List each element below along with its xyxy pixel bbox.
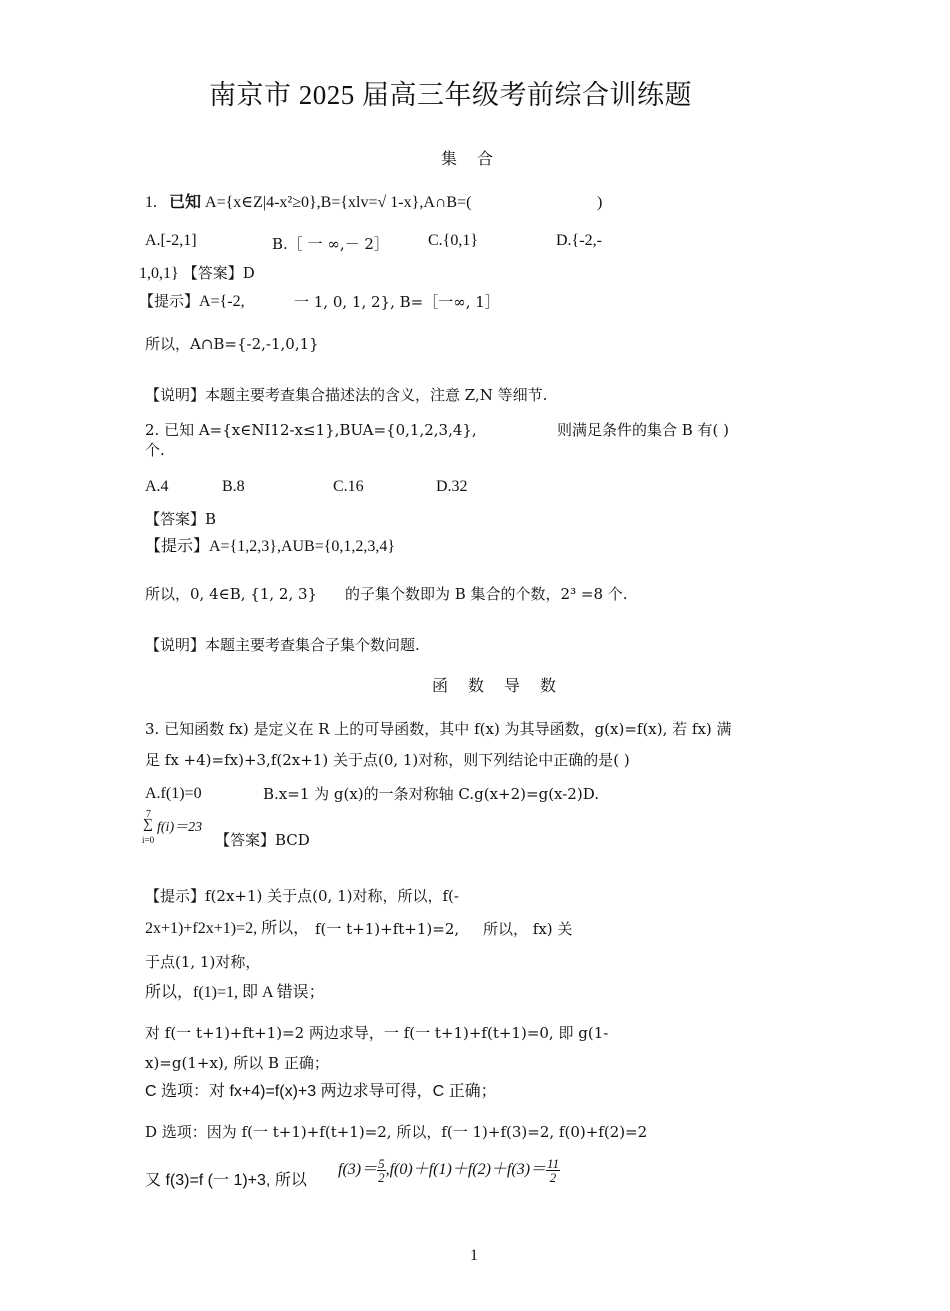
- q2-option-d: D.32: [436, 478, 468, 495]
- q1-answer: 【答案】D: [182, 264, 255, 282]
- q3-hint-line1: 【提示】f(2x+1) 关于点(0, 1)对称，所以，f(-: [145, 887, 459, 905]
- q3-hint-line6: x)=g(1+x), 所以 B 正确；: [145, 1054, 329, 1072]
- q3-hint-line2c: 所以， fx) 关: [483, 920, 573, 938]
- sum-lower-limit: i=0: [142, 835, 155, 845]
- q1-option-a: A.[-2,1]: [145, 232, 197, 249]
- q1-hint-b: 一 1, 0, 1, 2}, B=［一∞, 1］: [294, 293, 500, 311]
- q2-stem-b: 则满足条件的集合 B 有( ): [557, 421, 730, 439]
- q3-hint-line5: 对 f(一 t+1)+ft+1)=2 两边求导，一 f(一 t+1)+f(t+1)=0, 即 g(1-: [145, 1024, 609, 1042]
- q1-stem: [145, 193, 471, 213]
- q1-option-d: D.{-2,-: [556, 232, 602, 249]
- q3-hint-line4: 所以，f(1)=1, 即 A 错误；: [145, 984, 325, 1001]
- q1-option-d-tail: 1,0,1}: [139, 265, 179, 282]
- q2-stem-c: 个.: [145, 441, 165, 459]
- q3-option-b: B.x=1 为 g(x)的一条对称轴 C.g(x+2)=g(x-2)D.: [263, 785, 599, 803]
- q3-stem-line1: 3. 已知函数 fx) 是定义在 R 上的可导函数，其中 f(x) 为其导函数，g(x)=f(x), 若 fx) 满: [145, 720, 732, 738]
- q1-option-b: B.［ 一 ∞,－ 2］: [272, 235, 389, 253]
- q3-hint-line9: [145, 1171, 307, 1191]
- q2-answer: 【答案】B: [145, 510, 217, 528]
- fraction-eleven-halves: [546, 1157, 560, 1184]
- fraction-denominator-2b: 2: [549, 1169, 557, 1185]
- q1-option-d-cont: [139, 263, 255, 284]
- q1-hint-a: A={-2,: [199, 293, 245, 310]
- q1-stem-close: ): [597, 194, 603, 211]
- q3-stem-line2: 足 fx +4)=fx)+3,f(2x+1) 关于点(0, 1)对称，则下列结论中正确的是( ): [145, 751, 630, 769]
- fraction-numerator-5: 5: [378, 1155, 385, 1171]
- q3-formula: [338, 1155, 560, 1185]
- fraction-denominator-2: 2: [378, 1169, 385, 1185]
- q1-stem-lead: 已知: [169, 194, 202, 211]
- formula-sum: ,f(0)＋f(1)＋f(2)＋f(3)＝: [385, 1161, 547, 1178]
- q1-number: 1.: [145, 194, 157, 211]
- formula-f3: f(3)＝: [338, 1161, 378, 1178]
- q3-hint-line7: C 选项：对 fx+4)=f(x)+3 两边求导可得，C 正确；: [145, 1083, 497, 1100]
- q1-note: 【说明】本题主要考查集合描述法的含义，注意 Z,N 等细节.: [145, 386, 548, 404]
- q3-hint-line2b: f(一 t+1)+ft+1)=2,: [315, 920, 460, 938]
- q2-conclusion-a: 所以，0, 4∈B, {1, 2, 3}: [145, 585, 318, 603]
- q2-stem: 2. 已知 A={x∈NI12-x≤1},BUA={0,1,2,3,4},: [145, 421, 477, 439]
- q3-hint-line8: D 选项：因为 f(一 t+1)+f(t+1)=2, 所以，f(一 1)+f(3)=2, f(0)+f(2)=2: [145, 1123, 648, 1141]
- fraction-numerator-11: 11: [547, 1155, 560, 1171]
- q1-stem-body: A={x∈Z|4-x²≥0},B={xlv=√ 1-x},A∩B=(: [205, 194, 472, 211]
- q1-option-c: C.{0,1}: [428, 232, 479, 249]
- q2-option-b: B.8: [222, 478, 245, 495]
- sum-upper-limit: 7: [146, 809, 151, 820]
- q1-conclusion: 所以，A∩B={-2,-1,0,1}: [145, 335, 319, 353]
- q3-option-a: A.f(1)=0: [145, 785, 202, 802]
- q2-option-a: A.4: [145, 478, 169, 495]
- q1-hint: [139, 291, 245, 312]
- q3-hint-line2a: 2x+1)+f2x+1)=2, 所以，: [145, 920, 310, 937]
- q2-note: 【说明】本题主要考查集合子集个数问题.: [145, 636, 420, 654]
- sum-symbol: ∑: [143, 817, 153, 832]
- section-heading-functions: 函 数 导 数: [432, 678, 565, 695]
- q2-hint: 【提示】A={1,2,3},AUB={0,1,2,3,4}: [145, 538, 396, 555]
- q3-hint-line3: 于点(1, 1)对称，: [145, 953, 261, 971]
- q2-conclusion-b: 的子集个数即为 B 集合的个数，2³ =8 个.: [345, 585, 628, 603]
- q1-hint-label: 【提示】: [139, 292, 200, 310]
- page-number: 1: [470, 1247, 478, 1264]
- q3-hint-line9-text: 又 f(3)=f (一 1)+3, 所以: [145, 1172, 307, 1189]
- sum-body: f(i)＝23: [157, 820, 203, 835]
- page-title: 南京市 2025 届高三年级考前综合训练题: [209, 80, 692, 110]
- q3-answer: 【答案】BCD: [215, 831, 310, 849]
- fraction-five-halves: [377, 1157, 386, 1184]
- section-heading-sets: 集 合: [441, 151, 502, 168]
- q2-option-c: C.16: [333, 478, 364, 495]
